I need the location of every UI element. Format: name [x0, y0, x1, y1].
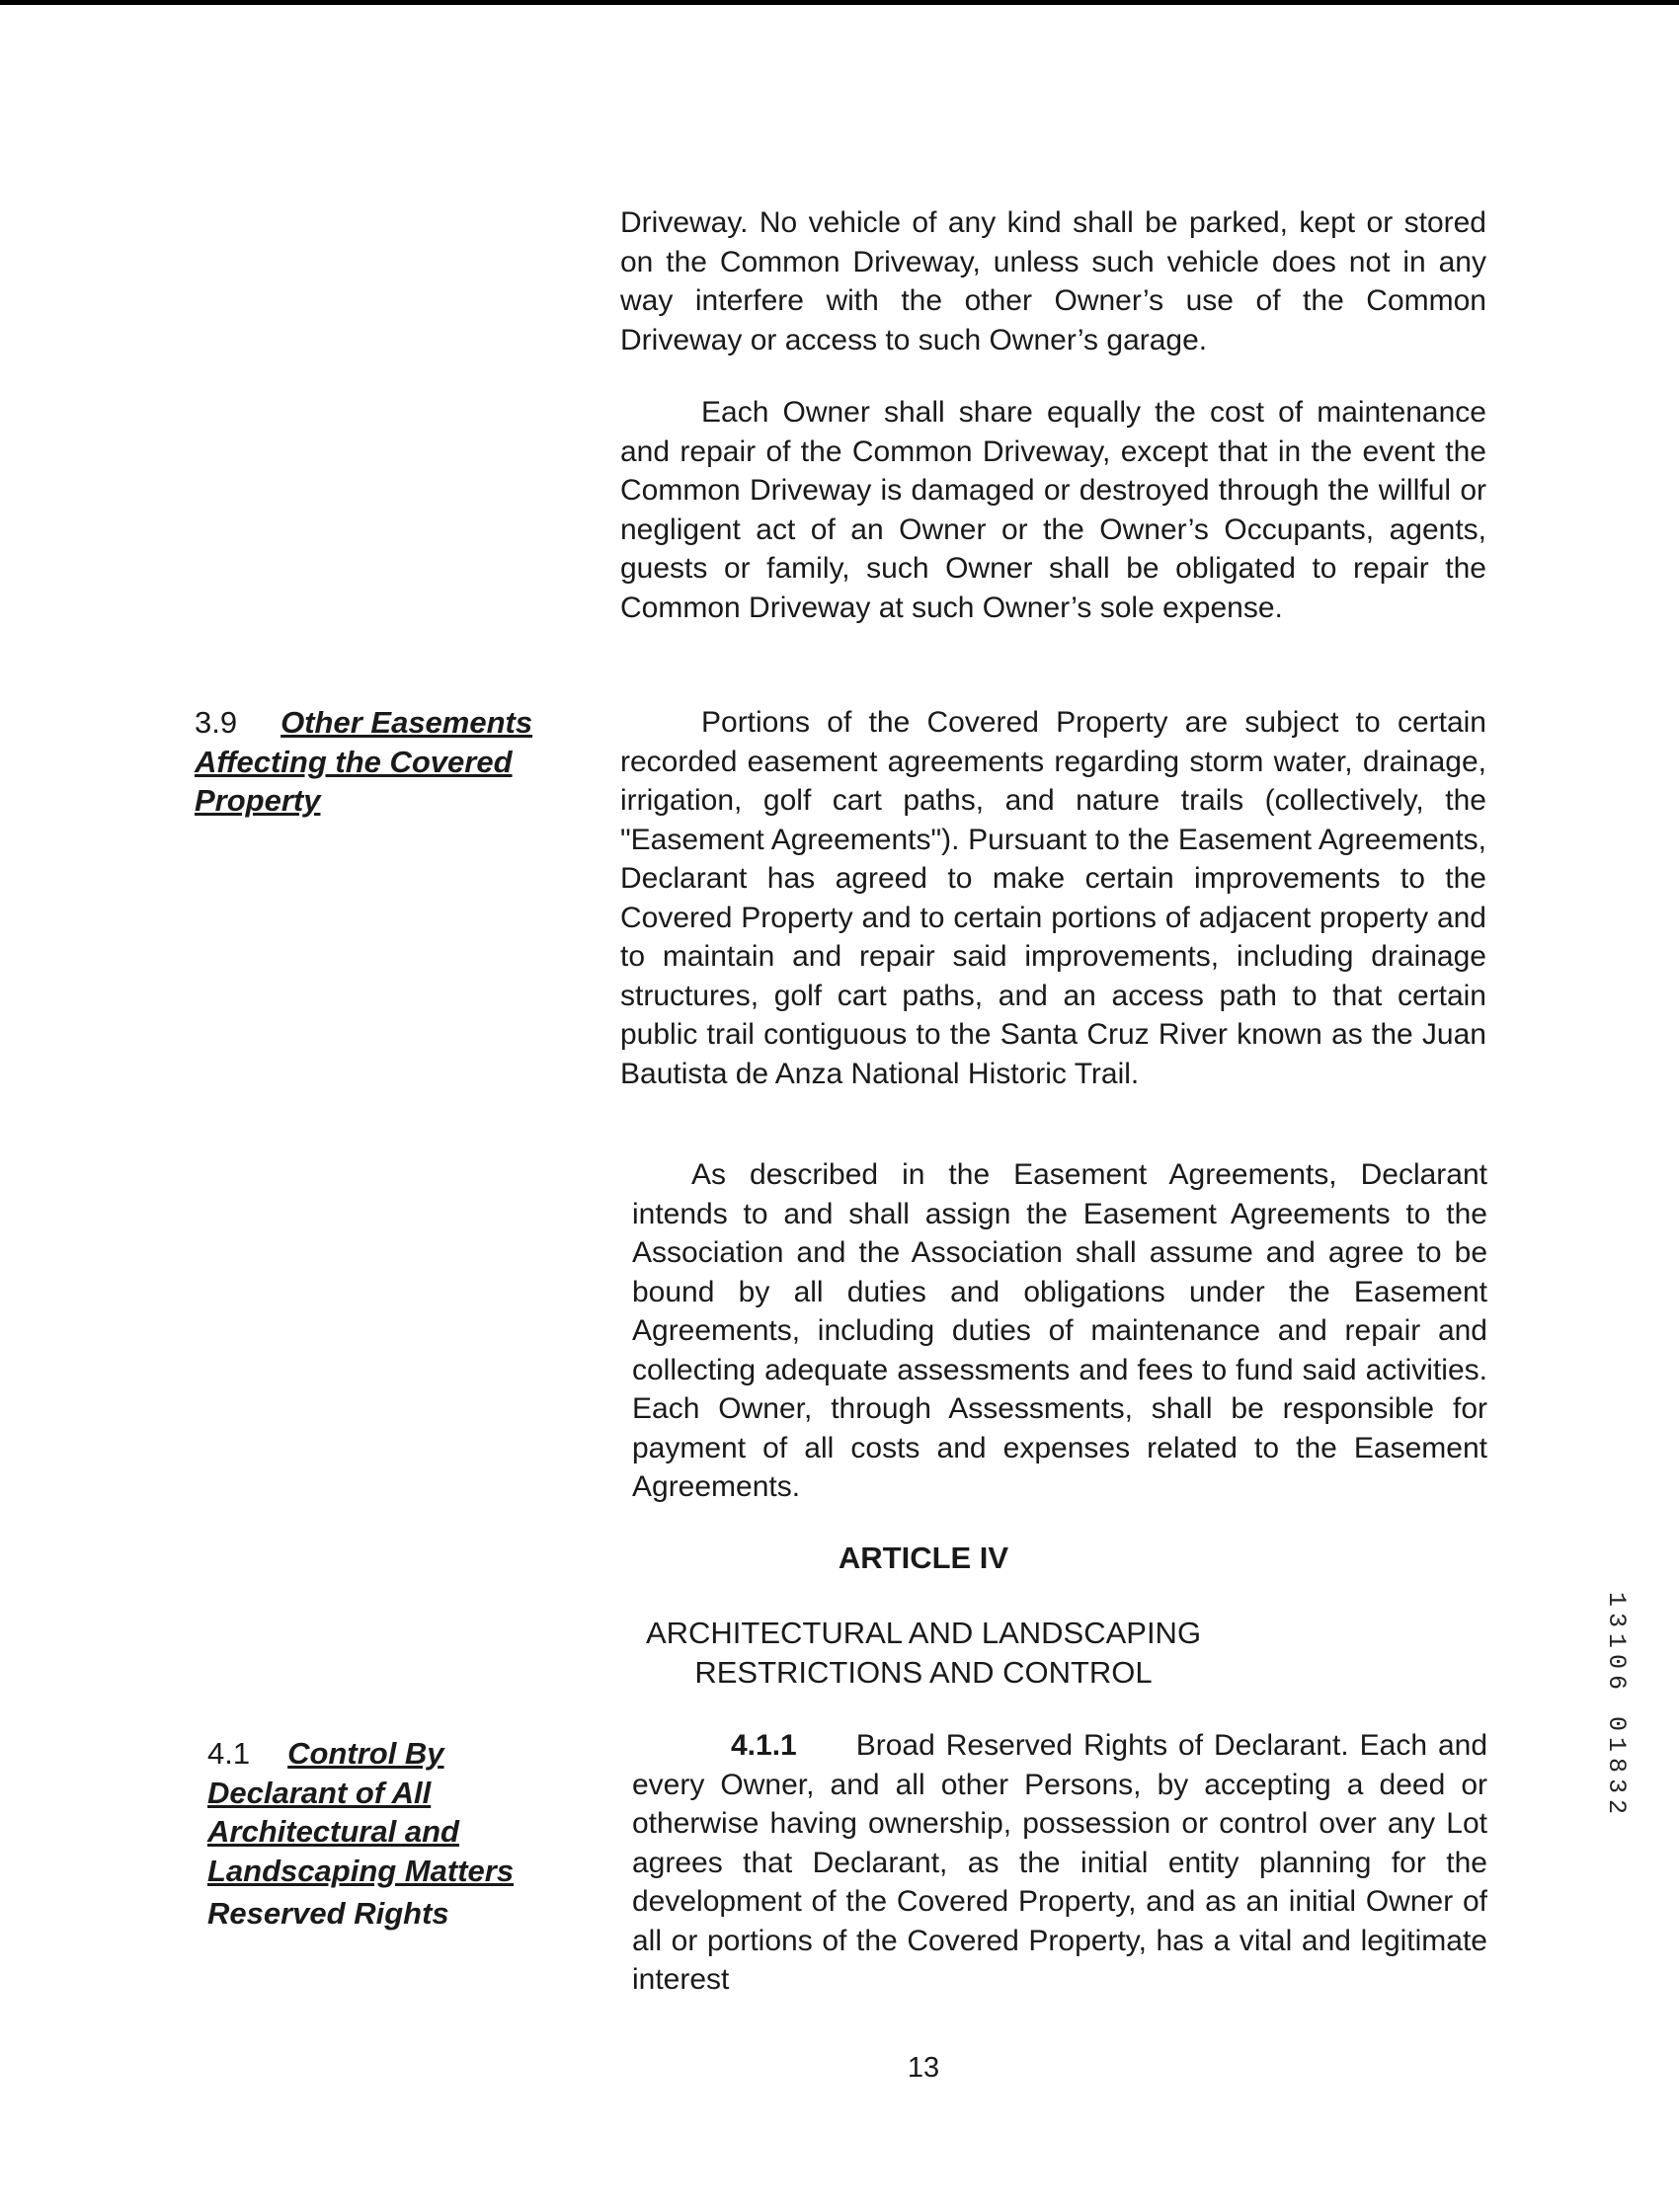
recording-stamp: 13106 01832: [1602, 1592, 1631, 1821]
reserved-rights-label: Reserved Rights: [207, 1896, 449, 1931]
paragraph-assignment-to-association: As described in the Easement Agreements, Declarant intends to and shall assign the Easement Agreements to the Association and the Association shall assume and agree to be bound by all duties and obligations under the Easement Agreements, including duties of maintenance and repair and collecting adequate assessments and fees to fund said activities. Each Owner, through Assessments, shall be responsible for payment of all costs and expenses related to the Easement Agreements.: [632, 1158, 1487, 1503]
article-title-line-2: RESTRICTIONS AND CONTROL: [694, 1655, 1153, 1690]
article-title-line-1: ARCHITECTURAL AND LANDSCAPING: [645, 1616, 1202, 1650]
article-heading: ARTICLE IV: [838, 1540, 1009, 1575]
top-border-line: [0, 0, 1679, 5]
section-number-4-1: 4.1: [207, 1736, 251, 1771]
section-number-3-9: 3.9: [195, 705, 238, 740]
article-title: [0, 1614, 1679, 1693]
section-title-4-1: Control By Declarant of All Architectural and Landscaping Matters: [207, 1736, 515, 1888]
section-heading-3-9: [195, 703, 580, 821]
paragraph-driveway-parking: Driveway. No vehicle of any kind shall be parked, kept or stored on the Common Driveway, unless such vehicle does not in any way interfere with the other Owner’s use of the Common Driveway or access to such Owner’s garage.: [620, 206, 1486, 356]
paragraph-4-1-1: [632, 1726, 1487, 2000]
section-title-3-9: Other Easements Affecting the Covered Property: [195, 705, 533, 818]
paragraph-driveway-maintenance: Each Owner shall share equally the cost of maintenance and repair of the Common Driveway, except that in the event the Common Driveway is damaged or destroyed through the willful or negligent act of an Owner or the Owner’s Occupants, agents, guests or family, such Owner shall be obligated to repair the Common Driveway at such Owner’s sole expense.: [620, 396, 1486, 624]
subsection-number-4-1-1: 4.1.1: [731, 1729, 797, 1762]
subsection-text-4-1-1: Broad Reserved Rights of Declarant. Each and every Owner, and all other Persons, by accepting a deed or otherwise having ownership, possession or control over any Lot agrees that Declarant, as the initial entity planning for the development of the Covered Property, and as an initial Owner of all or portions of the Covered Property, has a vital and legitimate interest: [632, 1729, 1487, 1996]
page-number: 13: [907, 2052, 940, 2084]
paragraph-easement-agreements: Portions of the Covered Property are subject to certain recorded easement agreements regarding storm water, drainage, irrigation, golf cart paths, and nature trails (collectively, the "Easement Agreements"). Pursuant to the Easement Agreements, Declarant has agreed to make certain improvements to the Covered Property and to certain portions of adjacent property and to maintain and repair said improvements, including drainage structures, golf cart paths, and an access path to that certain public trail contiguous to the Santa Cruz River known as the Juan Bautista de Anza National Historic Trail.: [620, 706, 1486, 1090]
section-heading-4-1: [207, 1734, 553, 1890]
